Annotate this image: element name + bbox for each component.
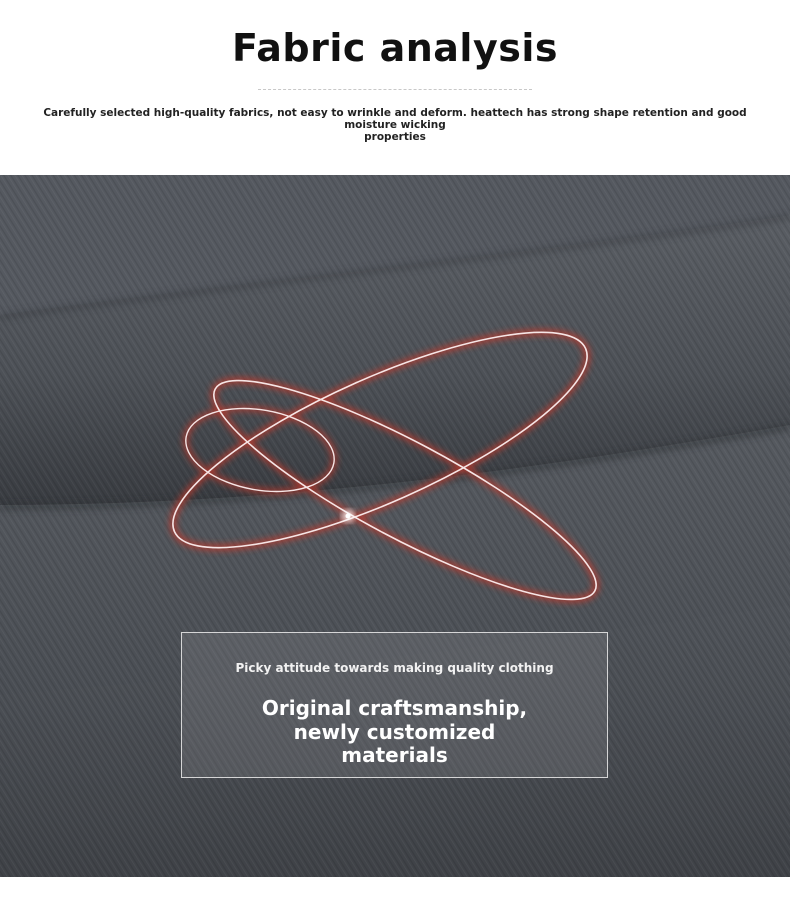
panel-tagline: Picky attitude towards making quality clothing	[235, 661, 554, 675]
title-divider	[258, 89, 532, 90]
footer-space	[0, 877, 790, 899]
info-panel	[181, 632, 608, 778]
page-subtitle	[22, 107, 768, 143]
headline-line-3: materials	[341, 743, 448, 767]
page-title: Fabric analysis	[232, 26, 558, 70]
subtitle-line-1: Carefully selected high-quality fabrics, not easy to wrinkle and deform. heattech has strong shape retention and good moisture wicking	[43, 107, 747, 131]
subtitle-line-2: properties	[364, 131, 426, 143]
headline-line-1: Original craftsmanship,	[261, 696, 528, 720]
headline-line-2: newly customized	[293, 719, 496, 744]
header-section	[0, 0, 790, 175]
panel-headline	[182, 697, 607, 768]
